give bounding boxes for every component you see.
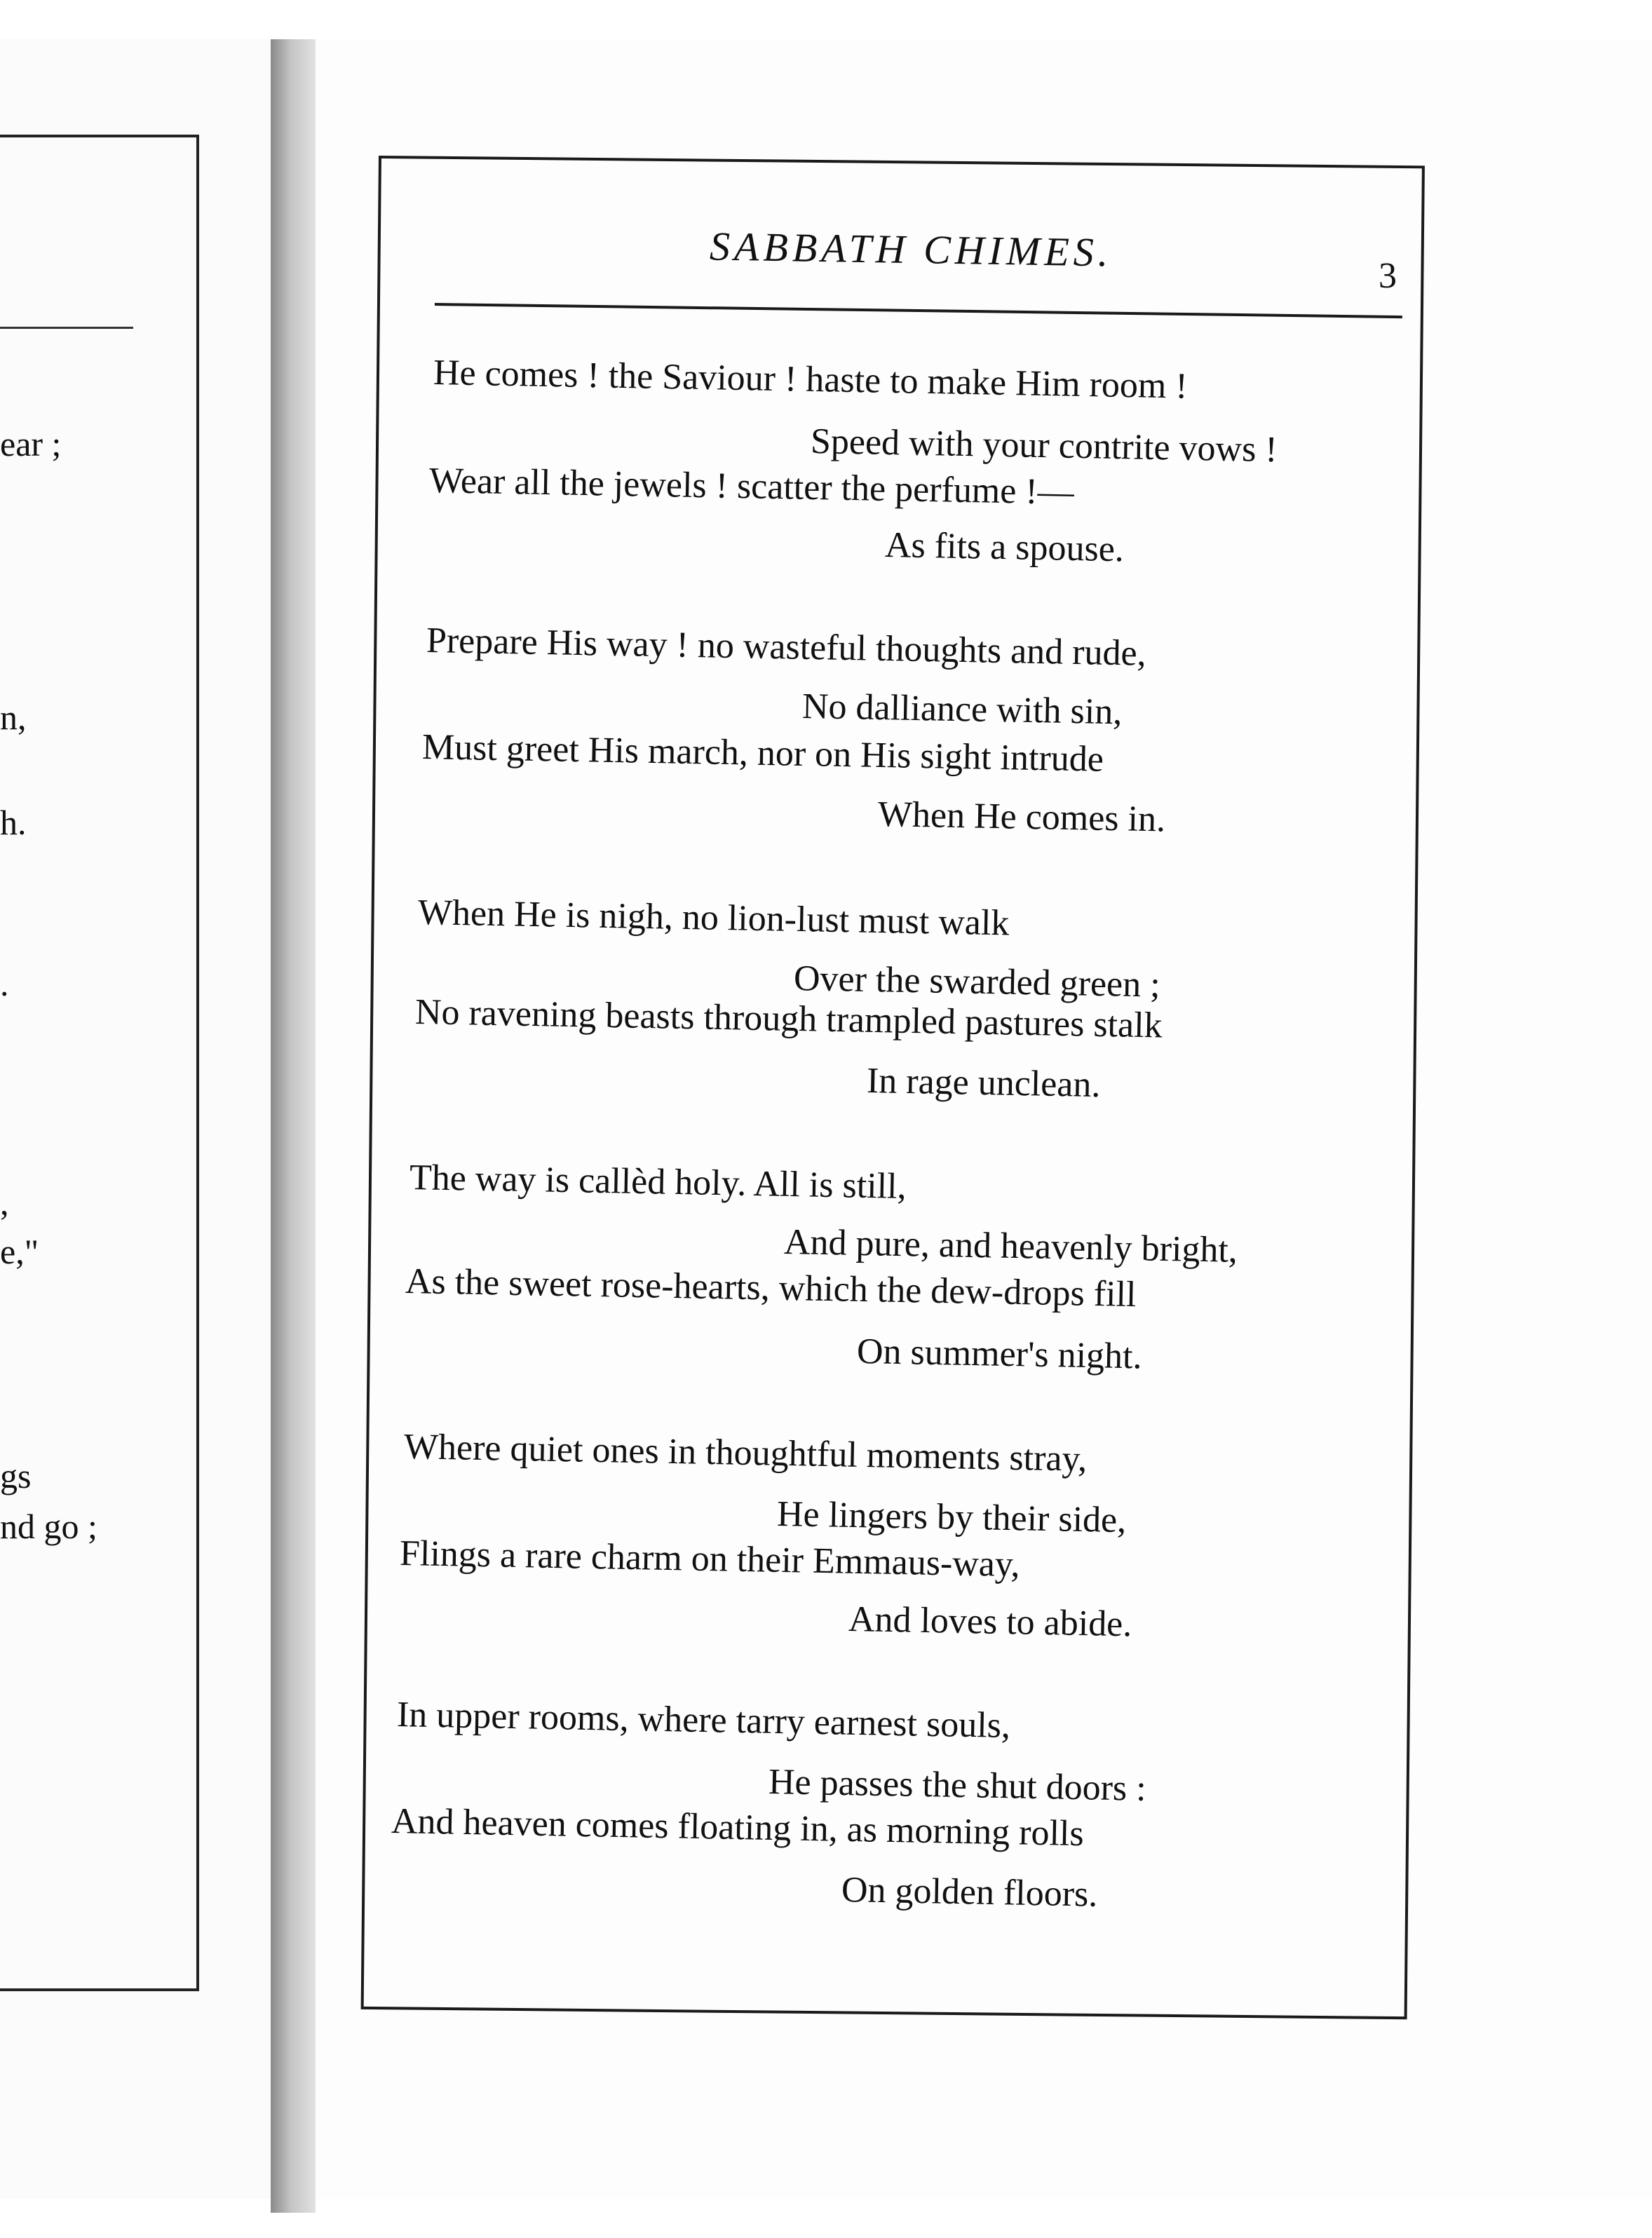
poem-line: Where quiet ones in thoughtful moments stray, xyxy=(403,1427,1088,1479)
facing-page-fragment: ear ; xyxy=(0,424,62,463)
poem-line: When He comes in. xyxy=(877,794,1166,840)
page-number: 3 xyxy=(1379,256,1397,296)
facing-page-fragment: e," xyxy=(0,1232,39,1271)
poem-line: He passes the shut doors : xyxy=(768,1762,1147,1809)
poem-line: And pure, and heavenly bright, xyxy=(783,1222,1238,1270)
poem-line: As fits a spouse. xyxy=(884,525,1125,570)
facing-page-fragment: . xyxy=(0,964,9,1003)
poem-line: When He is nigh, no lion-lust must walk xyxy=(417,893,1010,944)
facing-page-frame xyxy=(0,135,199,1991)
poem-line: No dalliance with sin, xyxy=(801,686,1123,733)
poem-line: In upper rooms, where tarry earnest souls, xyxy=(396,1695,1011,1747)
book-gutter-shadow xyxy=(271,39,316,2213)
poem-line: Wear all the jewels ! scatter the perfume !— xyxy=(428,461,1075,513)
poem-line: And heaven comes floating in, as morning rolls xyxy=(391,1801,1085,1854)
poem-line: Speed with your contrite vows ! xyxy=(810,421,1278,470)
poem-line: He lingers by their side, xyxy=(776,1494,1127,1541)
poem-line: And loves to abide. xyxy=(848,1599,1132,1645)
running-header-title: SABBATH CHIMES. xyxy=(709,223,1113,276)
poem-line: On golden floors. xyxy=(841,1870,1098,1915)
facing-page-fragment: nd go ; xyxy=(0,1507,97,1546)
facing-page-fragment: n, xyxy=(0,698,27,737)
poem-line: Prepare His way ! no wasteful thoughts and rude, xyxy=(426,620,1147,674)
facing-page xyxy=(0,39,273,2199)
facing-page-fragment: gs xyxy=(0,1456,32,1496)
poem-line: Flings a rare charm on their Emmaus-way, xyxy=(399,1533,1021,1585)
facing-page-rule xyxy=(0,327,133,329)
facing-page-fragment: h. xyxy=(0,803,27,842)
poem-line: He comes ! the Saviour ! haste to make Him room ! xyxy=(433,353,1189,407)
poem-line: The way is callèd holy. All is still, xyxy=(409,1158,907,1207)
poem-line: In rage unclean. xyxy=(866,1061,1101,1106)
poem-line: Over the swarded green ; xyxy=(793,958,1161,1005)
poem-line: As the sweet rose-hearts, which the dew-drops fill xyxy=(405,1261,1137,1315)
poem-line: Must greet His march, nor on His sight intrude xyxy=(421,727,1104,780)
facing-page-fragment: , xyxy=(0,1183,9,1222)
poem-line: On summer's night. xyxy=(856,1331,1143,1377)
poem-line: No ravening beasts through trampled pastures stalk xyxy=(414,992,1163,1046)
